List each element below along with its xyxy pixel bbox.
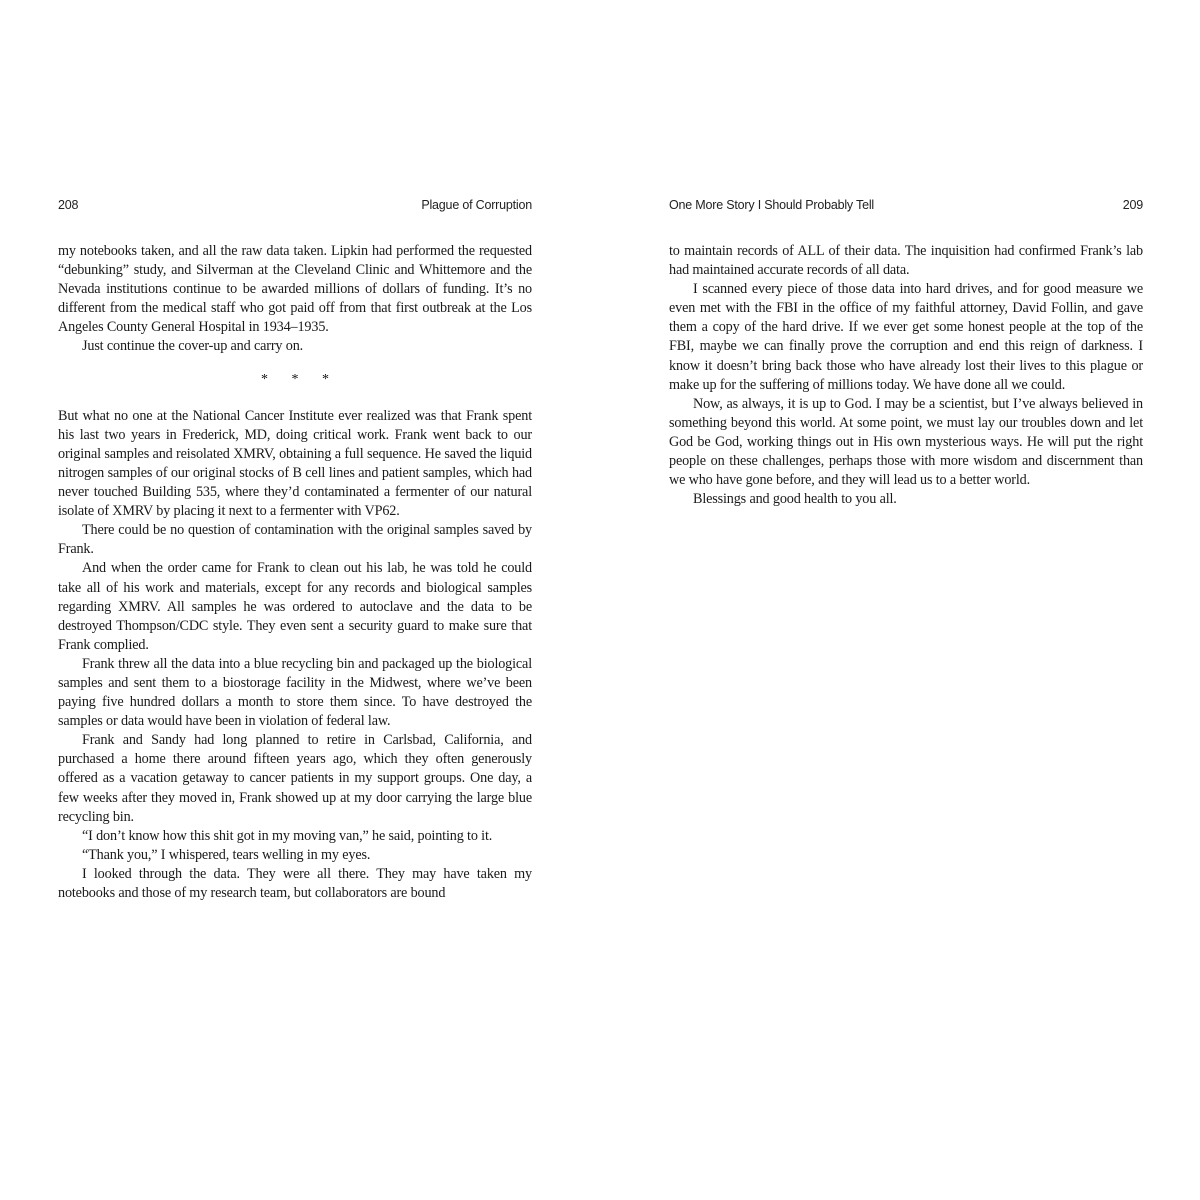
paragraph: “Thank you,” I whispered, tears welling in my eyes. xyxy=(82,846,371,863)
paragraph: There could be no question of contamination with the original samples saved by Frank. xyxy=(58,522,532,558)
paragraph: Blessings and good health to you all. xyxy=(693,491,897,508)
running-head-title-left: Plague of Corruption xyxy=(421,198,532,212)
page-number-left: 208 xyxy=(58,198,79,212)
paragraph: But what no one at the National Cancer Institute ever realized was that Frank spent his last two years in Frederick, MD, doing critical work. Frank went back to our original samples and reisolated XMRV, obtaining a full sequence. He saved the liquid nitrogen samples of our original stocks of B cell lines and patient samples, which had never touched Building 535, where they’d contaminated a fermenter of our natural isolate of XMRV by placing it next to a fermenter with VP62. xyxy=(58,407,532,520)
page-number-right: 209 xyxy=(1122,198,1143,212)
paragraph: my notebooks taken, and all the raw data taken. Lipkin had performed the requested “debunking” study, and Silverman at the Cleveland Clinic and Whittemore and the Nevada institutions continue to be awarded millions of dollars of funding. It’s no different from the medical staff who got paid off from that first outbreak at the Los Angeles County General Hospital in 1934–1935. xyxy=(58,243,532,336)
left-page xyxy=(58,198,532,903)
paragraph: I looked through the data. They were all there. They may have taken my notebooks and those of my research team, but collaborators are bound xyxy=(58,865,532,901)
paragraph: “I don’t know how this shit got in my moving van,” he said, pointing to it. xyxy=(82,827,493,844)
paragraph: Frank threw all the data into a blue recycling bin and packaged up the biological samples and sent them to a biostorage facility in the Midwest, where we’ve been paying five hundred dollars a month to store them since. To have destroyed the samples or data would have been in violation of federal law. xyxy=(58,655,532,730)
section-break-asterisks: * * * xyxy=(261,371,339,387)
left-page-body xyxy=(58,242,532,903)
paragraph: I scanned every piece of those data into hard drives, and for good measure we even met with the FBI in the office of my faithful attorney, David Follin, and gave them a copy of the hard drive. If we ever get some honest people at the top of the FBI, maybe we can finally prove the corruption and end this reign of darkness. I know it doesn’t bring back those who have already lost their lives to this plague or make up for the suffering of millions today. We have done all we could. xyxy=(669,281,1143,393)
paragraph: Just continue the cover-up and carry on. xyxy=(82,338,304,355)
paragraph: Frank and Sandy had long planned to retire in Carlsbad, California, and purchased a home there around fifteen years ago, which they often generously offered as a vacation getaway to cancer patients in my support groups. One day, a few weeks after they moved in, Frank showed up at my door carrying the large blue recycling bin. xyxy=(58,732,532,825)
right-running-head xyxy=(669,198,1143,218)
paragraph: to maintain records of ALL of their data. The inquisition had confirmed Frank’s lab had maintained accurate records of all data. xyxy=(669,243,1143,279)
right-page-body xyxy=(669,242,1143,509)
paragraph: Now, as always, it is up to God. I may be a scientist, but I’ve always believed in something beyond this world. At some point, we must lay our troubles down and let God be God, working things out in His own mysterious ways. He will put the right people on these challenges, perhaps those with more wisdom and discernment than we who have gone before, and they will lead us to a better world. xyxy=(669,395,1143,489)
running-head-title-right: One More Story I Should Probably Tell xyxy=(669,198,874,212)
left-running-head xyxy=(58,198,532,218)
paragraph: And when the order came for Frank to clean out his lab, he was told he could take all of his work and materials, except for any records and biological samples regarding XMRV. All samples he was ordered to autoclave and the data to be destroyed Thompson/CDC style. They even sent a security guard to make sure that Frank complied. xyxy=(58,560,532,653)
right-page xyxy=(669,198,1143,509)
